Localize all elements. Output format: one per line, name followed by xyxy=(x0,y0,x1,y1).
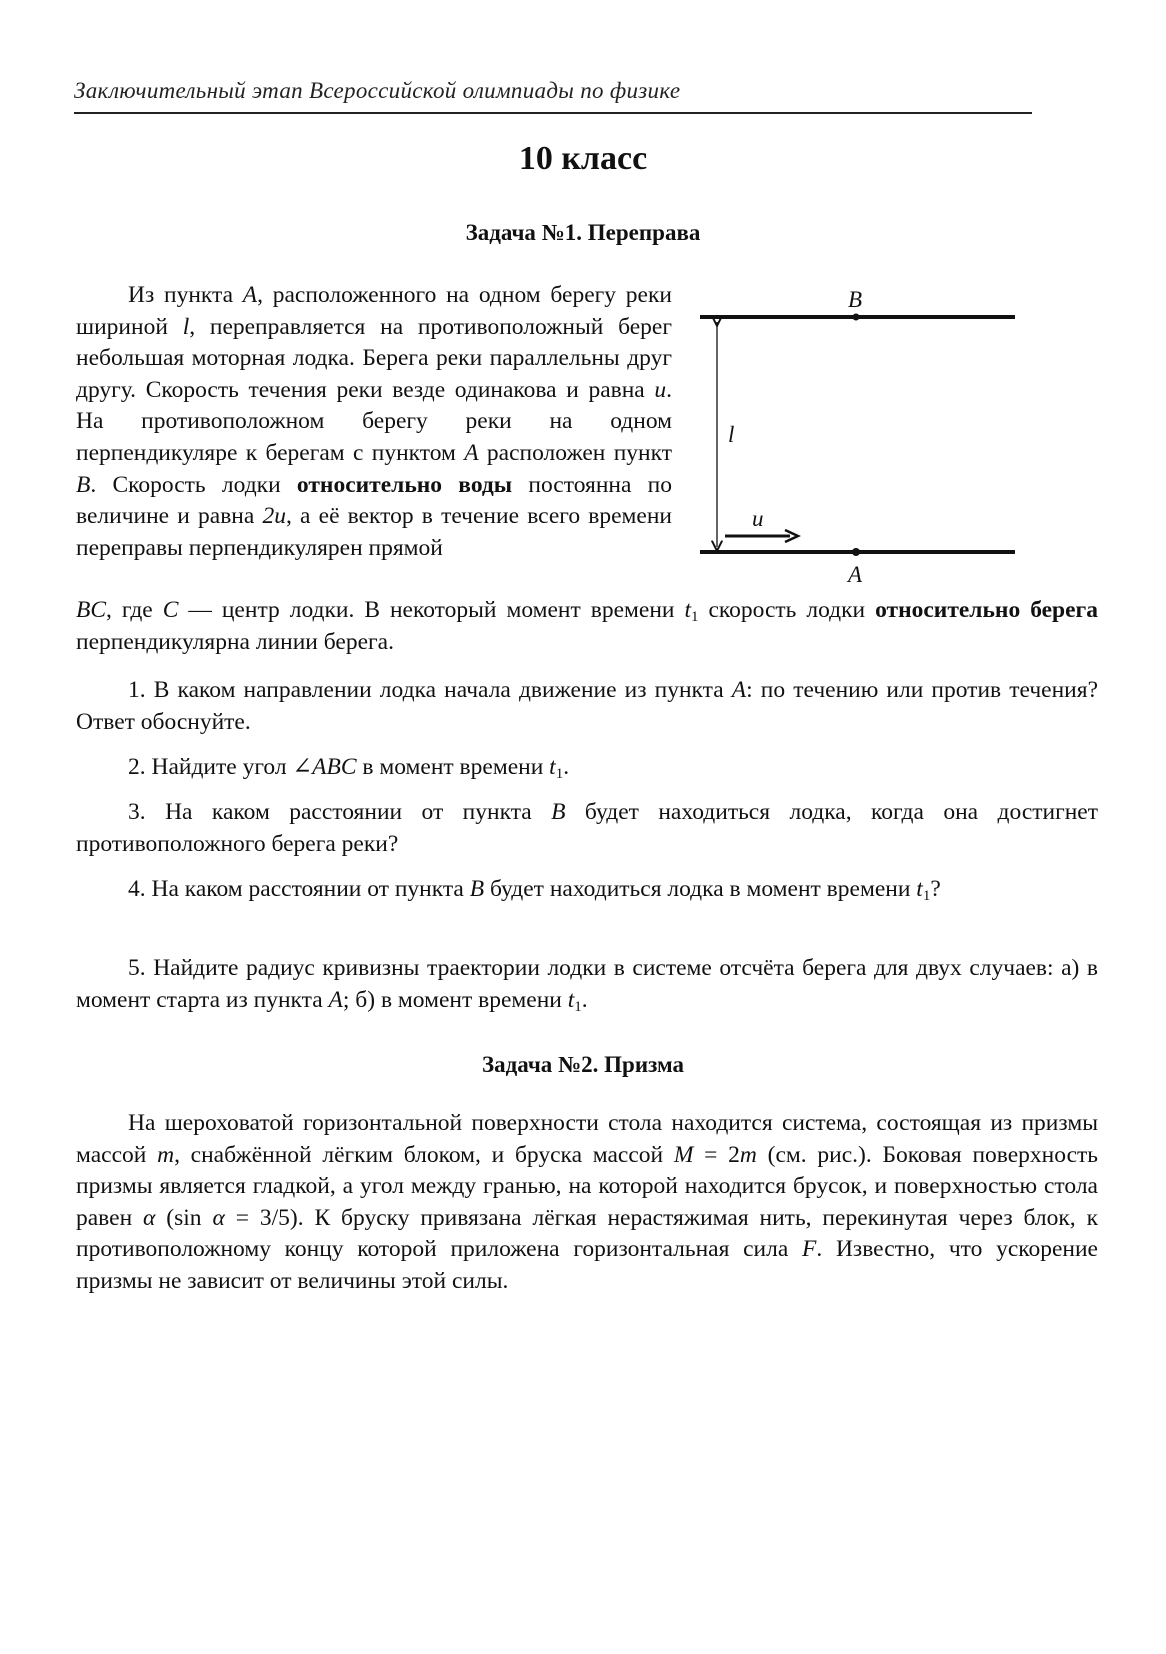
question-3 xyxy=(76,797,1098,860)
text: перпендикулярна линии берега. xyxy=(76,628,394,655)
page-title: 10 класс xyxy=(518,140,648,177)
var-F: F xyxy=(802,1236,817,1263)
var-2u: 2u xyxy=(262,503,286,530)
var-B: B xyxy=(76,471,91,498)
question-5 xyxy=(76,953,1098,1016)
text: Найдите угол ∠ xyxy=(151,754,313,780)
var-m: m xyxy=(157,1141,175,1168)
var: B xyxy=(551,799,566,825)
question-4 xyxy=(76,874,1098,906)
var-t: t xyxy=(684,597,691,623)
text: = 3/5). К бруску привязана лёгкая нерастяжимая нить, перекинутая через блок, к противоположному концу которой приложена горизонтальная сила xyxy=(76,1204,1098,1263)
text: , где xyxy=(106,597,163,623)
river-crossing-figure xyxy=(690,280,1090,610)
text: На каком расстоянии от пункта xyxy=(165,799,552,825)
text: будет находиться лодка, когда она достигнет противоположного берега реки? xyxy=(76,799,1099,857)
text: , переправляется на противоположный берег небольшая моторная лодка. Берега реки параллельны друг другу. Скорость течения реки везде одинакова и равна xyxy=(76,313,672,403)
text: . xyxy=(581,986,588,1013)
var: A xyxy=(328,986,343,1013)
running-header: Заключительный этап Всероссийской олимпиады по физике xyxy=(74,78,681,103)
subscript: 1 xyxy=(691,609,699,625)
text: . Известно, что ускорение призмы не зависит от величины этой силы. xyxy=(76,1236,1098,1294)
var-t: t xyxy=(549,754,556,780)
text: . xyxy=(563,754,570,780)
emphasis: относительно воды xyxy=(296,471,513,498)
text: (см. рис.). Боковая поверхность призмы является гладкой, а угол между гранью, на которой находится брусок, и поверхностью стола равен xyxy=(76,1141,1098,1231)
var-alpha: α xyxy=(143,1204,156,1231)
text: скорость лодки xyxy=(698,597,876,623)
var-t: t xyxy=(916,876,923,902)
label-B: B xyxy=(848,287,863,312)
point-B xyxy=(853,314,860,321)
problem1-heading: Задача №1. Переправа xyxy=(465,220,701,245)
text: , а её вектор в течение всего времени переправы перпендикулярен прямой xyxy=(76,503,673,561)
question-number: 2. xyxy=(128,754,152,780)
var-u: u xyxy=(654,376,667,403)
text: будет находиться лодка в момент времени xyxy=(484,876,917,902)
header-divider xyxy=(74,112,1032,114)
var-m: m xyxy=(739,1141,757,1168)
point-A xyxy=(852,548,860,556)
problem2-heading: Задача №2. Призма xyxy=(481,1052,685,1077)
text: постоянна по величине и равна xyxy=(76,471,672,530)
var: B xyxy=(469,876,485,902)
question-2 xyxy=(76,752,1098,784)
problem2-text xyxy=(76,1108,1098,1298)
label-u: u xyxy=(752,506,764,531)
text: . На противоположном берегу реки на одном перпендикуляре к берегам с пунктом xyxy=(76,376,672,466)
text: — центр лодки. В некоторый момент времени xyxy=(178,597,685,623)
var-M: M xyxy=(673,1141,694,1168)
question-1 xyxy=(76,675,1098,738)
label-A: A xyxy=(848,562,863,587)
text: На каком расстоянии от пункта xyxy=(151,876,470,902)
text: ? xyxy=(930,876,941,902)
text: ; б) в момент времени xyxy=(342,986,568,1013)
text: , снабжённой лёгким блоком, и бруска массой xyxy=(174,1141,674,1168)
text: В каком направлении лодка начала движение из пункта xyxy=(153,677,732,703)
text: Найдите радиус кривизны траектории лодки в системе отсчёта берега для двух случаев: а) в момент старта из пункта xyxy=(76,955,1099,1013)
text: = 2 xyxy=(693,1141,740,1168)
question-number: 5. xyxy=(128,955,154,981)
var-A: A xyxy=(242,282,258,308)
subscript: 1 xyxy=(574,998,582,1015)
var-BC: BC xyxy=(76,597,107,623)
text: , расположенного на одном берегу реки шириной xyxy=(76,282,672,340)
question-number: 3. xyxy=(128,799,166,825)
var-l: l xyxy=(182,313,190,340)
var-alpha: α xyxy=(212,1204,225,1231)
text: . Скорость лодки xyxy=(90,471,297,498)
question-number: 1. xyxy=(128,677,154,703)
text: (sin xyxy=(155,1204,213,1231)
subscript: 1 xyxy=(555,766,564,782)
var-C: C xyxy=(162,597,179,623)
var-t: t xyxy=(567,986,575,1013)
var: A xyxy=(731,677,747,703)
text: расположен пункт xyxy=(478,439,672,466)
question-number: 4. xyxy=(128,876,152,902)
text: в момент времени xyxy=(356,754,550,780)
var-A: A xyxy=(464,439,479,466)
text: Из пункта xyxy=(128,282,243,308)
text: : по течению или против течения? Ответ обоснуйте. xyxy=(76,677,1098,735)
problem1-intro xyxy=(76,280,672,564)
emphasis: относительно берега xyxy=(875,597,1098,623)
text: На шероховатой горизонтальной поверхности стола находится система, состоящая из призмы массой xyxy=(76,1110,1098,1168)
subscript: 1 xyxy=(922,888,931,904)
var: ABC xyxy=(312,754,357,780)
label-l: l xyxy=(728,422,735,447)
